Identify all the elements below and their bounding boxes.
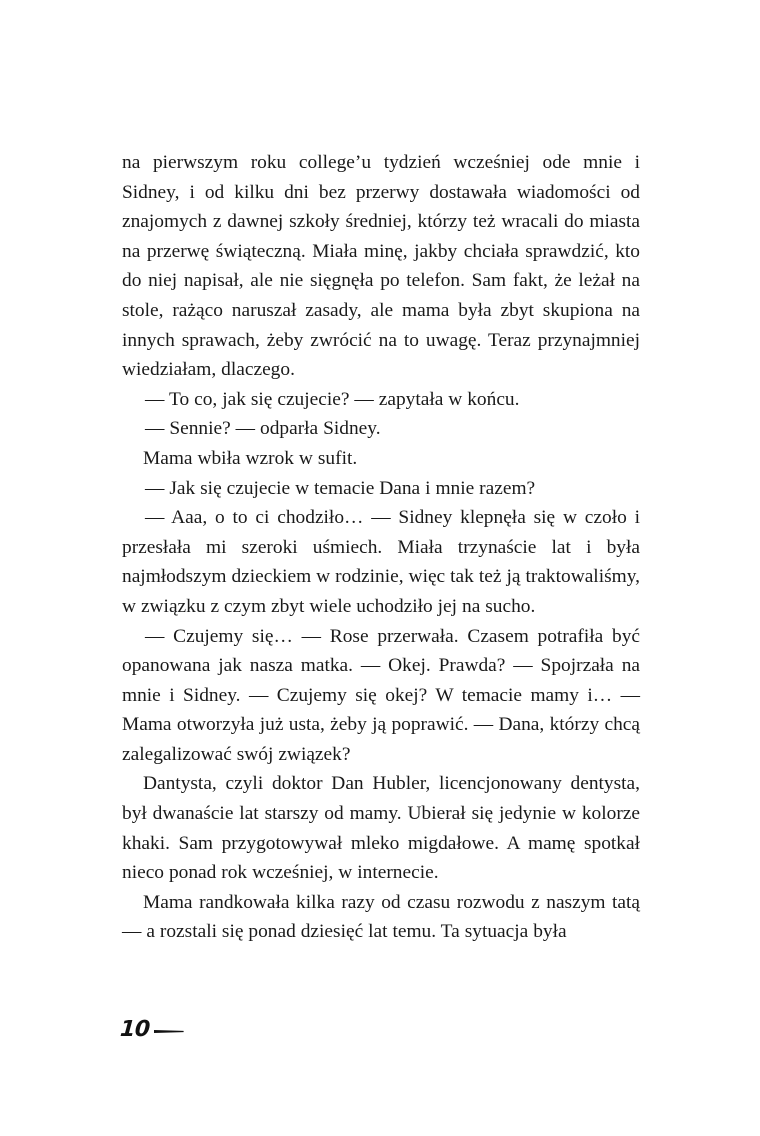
narrative-paragraph: Mama randkowała kilka razy od czasu rozwodu z naszym tatą — a rozstali się ponad dziesięć lat temu. Ta sytuacja była xyxy=(122,891,640,943)
dialogue-paragraph: — Aaa, o to ci chodziło… — Sidney klepnęła się w czoło i przesłała mi szeroki uśmiech. Miała trzynaście lat i była najmłodszym dzieckiem w rodzinie, więc tak też ją traktowaliśmy, w związku z czym zbyt wiele uchodziło jej na sucho. xyxy=(122,507,640,617)
dialogue-paragraph: — Czujemy się… — Rose przerwała. Czasem potrafiła być opanowana jak nasza matka. — Okej. Prawda? — Spojrzała na mnie i Sidney. — Czujemy się okej? W temacie mamy i… — Mama otworzyła już usta, żeby ją poprawić. — Dana, którzy chcą zalegalizować swój związek? xyxy=(122,625,640,765)
paragraph-continuation: na pierwszym roku college’u tydzień wcześniej ode mnie i Sidney, i od kilku dni bez przerwy dostawała wiadomości od znajomych z dawnej szkoły średniej, którzy też wracali do miasta na przerwę świąteczną. Miała minę, jakby chciała sprawdzić, kto do niej napisał, ale nie sięgnęła po telefon. Sam fakt, że leżał na stole, rażąco naruszał zasady, ale mama była zbyt skupiona na innych sprawach, żeby zwrócić na to uwagę. Teraz przynajmniej wiedziałam, dlaczego. xyxy=(122,152,640,381)
page-number: 10 xyxy=(119,1017,151,1042)
page-body-text xyxy=(122,148,640,947)
dialogue-line: — Jak się czujecie w temacie Dana i mnie razem? xyxy=(145,477,536,499)
narrative-paragraph: Dantysta, czyli doktor Dan Hubler, licencjonowany dentysta, był dwanaście lat starszy od mamy. Ubierał się jedynie w kolorze khaki. Sam przygotowywał mleko migdałowe. A mamę spotkał nieco ponad rok wcześniej, w internecie. xyxy=(122,773,640,884)
narrative-line: Mama wbiła wzrok w sufit. xyxy=(143,447,358,469)
folio-dash-icon xyxy=(154,1030,184,1033)
dialogue-line: — Sennie? — odparła Sidney. xyxy=(145,418,381,440)
page-folio xyxy=(120,1019,184,1041)
dialogue-line: — To co, jak się czujecie? — zapytała w końcu. xyxy=(145,388,520,410)
